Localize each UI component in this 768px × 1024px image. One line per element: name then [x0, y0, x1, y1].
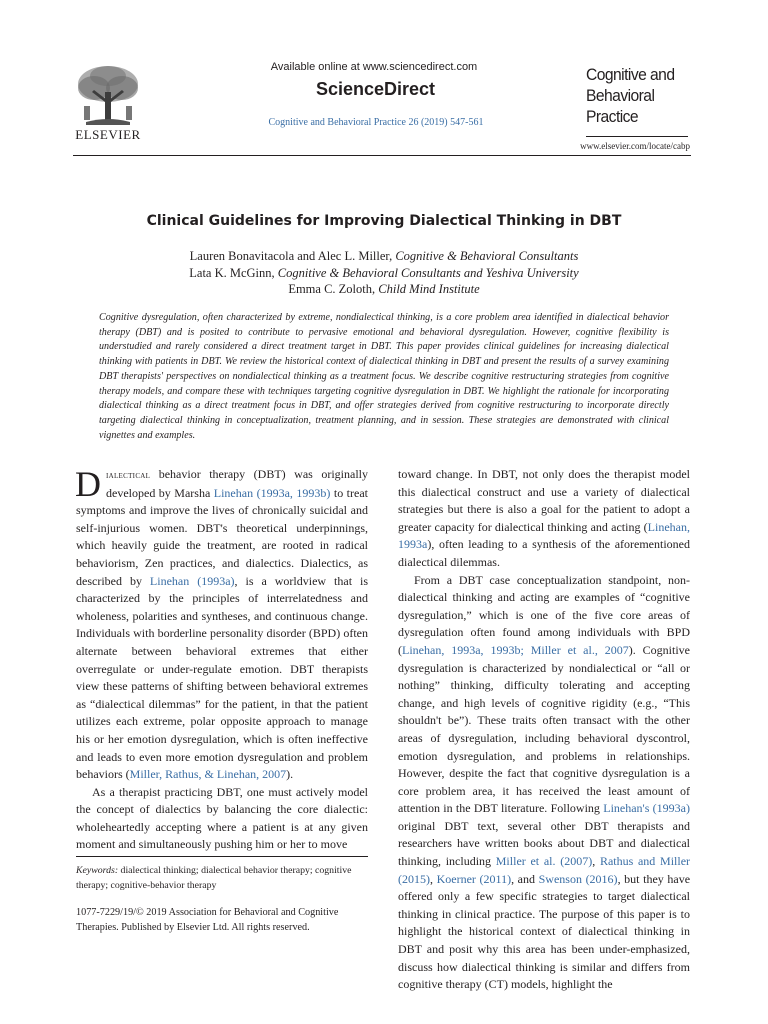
drop-cap: D [75, 464, 101, 504]
author-names: Lata K. McGinn, [189, 265, 275, 280]
citation-link[interactable]: Koerner (2011) [436, 871, 512, 886]
author-affiliation: Child Mind Institute [378, 282, 480, 296]
available-online-text: Available online at www.sciencedirect.com [270, 61, 478, 73]
author-line-1 [100, 248, 668, 265]
author-line-2 [100, 265, 668, 282]
text-run: ). [286, 767, 294, 782]
citation-link[interactable]: Swenson (2016) [538, 871, 618, 886]
text-run: original DBT text, several other DBT therapists and researchers have written books about DBT and dialectical thinking, including [398, 818, 690, 869]
author-names: Emma C. Zoloth, [288, 282, 376, 296]
text-run: toward change. In DBT, not only does the therapist model this dialectical construct and use a variety of dialectical strategies but there is also a goal for the patient to adopt a greater capacity for dialectical thinking and acting ( [398, 467, 690, 534]
abstract: Cognitive dysregulation, often characterized by extreme, nondialectical thinking, is a core problem area identified in dialectical behavior therapy (DBT) and is posited to contribute to pervasive emotional and behavioral dysregulation. However, cognitive flexibility is understudied and rarely considered a direct treatment target in DBT. This paper provides clinical guidelines for increasing dialectical thinking with patients in DBT. We review the historical context of dialectical thinking in DBT and present the results of a survey examining DBT therapists' perspectives on nondialectical thinking as a treatment focus. We describe cognitive restructuring strategies from cognitive therapy models, and compare these with techniques targeting cognitive dysregulation in DBT. We highlight the rationale for incorporating dialectical thinking as a direct treatment focus in DBT, and offer strategies derived from cognitive restructuring to incorporate directly targeting dialectical thinking in conceptualization, treatment planning, and in session. These strategies are demonstrated with clinical vignettes and examples. [99, 312, 669, 441]
author-list [100, 248, 668, 298]
body-paragraph [398, 466, 690, 572]
journal-url[interactable]: www.elsevier.com/locate/cabp [580, 141, 690, 151]
text-run: , is a worldview that is characterized by the principles of interrelatedness and wholeness, polarities and syntheses, and continuous change. Individuals with borderline personality disorder (BPD) often alternate between behavioral extremes that either overregulate or under-regulate emotion. DBT therapists view these patterns of shifting between behavioral extremes as “dialectical dilemmas” for the patient, in that the patient utilizes each extreme, polar opposite approach to manage his or her emotion dysregulation, which is often ineffective and leads to even more emotion dysregulation and problem behaviors ( [76, 573, 369, 782]
publisher-name: ELSEVIER [75, 127, 141, 142]
citation-link[interactable]: Linehan (1993a, 1993b) [213, 485, 331, 500]
journal-title-line-2: Behavioral [586, 86, 655, 105]
author-line-3 [100, 281, 668, 298]
journal-title [586, 64, 687, 127]
citation-link[interactable]: Linehan's (1993a) [603, 801, 691, 816]
keywords [76, 864, 368, 893]
text-run: From a DBT case conceptualization standpoint, non-dialectical thinking and acting are examples of “cognitive dysregulation,” which is one of the five core areas of dysregulation often found among individuals with BPD ( [398, 572, 690, 657]
author-names: Lauren Bonavitacola and Alec L. Miller, [189, 249, 393, 263]
citation-link[interactable]: Linehan, 1993a [398, 519, 690, 552]
footnote-divider [76, 856, 368, 857]
journal-citation-link[interactable]: Cognitive and Behavioral Practice 26 (2019) 547-561 [268, 117, 484, 128]
body-paragraph [76, 466, 368, 784]
citation-link[interactable]: Rathus and Miller (2015) [398, 854, 691, 886]
journal-title-line-1: Cognitive and [586, 65, 675, 84]
citation-link[interactable]: Linehan, 1993a, 1993b; Miller et al., 2007 [402, 642, 629, 657]
text-run: , and [511, 871, 539, 886]
article-title: Clinical Guidelines for Improving Dialectical Thinking in DBT [146, 213, 622, 229]
author-affiliation: Cognitive & Behavioral Consultants [395, 249, 579, 263]
header-divider [73, 155, 691, 156]
citation-link[interactable]: Miller, Rathus, & Linehan, 2007 [129, 767, 287, 782]
citation-link[interactable]: Linehan (1993a) [149, 573, 235, 588]
text-run: , but they have offered only a few specific strategies to target dialectical thinking in clinical practice. The purpose of this paper is to highlight the historical context of dialectical thinking in DBT and posit why this area has been under-emphasized, discuss how dialectical thinking is similar and differs from cognitive therapy (CT) models, highlight the [398, 871, 691, 992]
journal-title-line-3: Practice [586, 107, 639, 126]
author-affiliation: Cognitive & Behavioral Consultants and Yeshiva University [277, 265, 579, 280]
text-run: to treat symptoms and improve the lives of chronically suicidal and self-injurious women. DBT's theoretical underpinnings, which heavily guide the treatment, are rooted in radical behaviorism, Zen practices, and dialectics. Dialectics, as described by [76, 485, 368, 588]
body-column-left [76, 466, 368, 854]
text-run: behavior therapy (DBT) was originally developed by Marsha [106, 467, 368, 500]
keywords-label: Keywords: [76, 865, 119, 876]
sciencedirect-logo[interactable]: ScienceDirect [315, 79, 436, 99]
journal-title-rule [586, 136, 688, 137]
body-paragraph: As a therapist practicing DBT, one must actively model the concept of dialectics by balancing the core dialectic: wholeheartedly accepting where a patient is at any given moment and simultaneously pushing him or her to move [76, 784, 368, 852]
text-run: , [430, 871, 437, 886]
small-caps-lead: ialectical [106, 470, 151, 481]
text-run: ), often leading to a synthesis of the aforementioned dialectical dilemmas. [398, 537, 690, 569]
keywords-list: dialectical thinking; dialectical behavior therapy; cognitive therapy; cognitive-behavior therapy [76, 865, 352, 891]
text-run: , [592, 854, 600, 869]
copyright-notice: 1077-7229/19/© 2019 Association for Behavioral and Cognitive Therapies. Published by Elsevier Ltd. All rights reserved. [76, 907, 339, 933]
text-run: ). Cognitive dysregulation is characterized by nondialectical or “all or nothing” thinking, difficulty tolerating and accepting change, and high levels of cognitive rigidity (e.g., “This shouldn't be”). These traits often transact with the other areas of dysregulation, including behavioral dyscontrol, emotion dysregulation, and problems in relationships. However, despite the fact that cognitive dysregulation is a core problem area, it has received the least amount of attention in the DBT literature. Following [398, 642, 691, 816]
body-paragraph [398, 572, 690, 994]
citation-link[interactable]: Miller et al. (2007) [495, 854, 593, 869]
elsevier-tree-logo [70, 62, 146, 142]
body-column-right [398, 466, 690, 994]
